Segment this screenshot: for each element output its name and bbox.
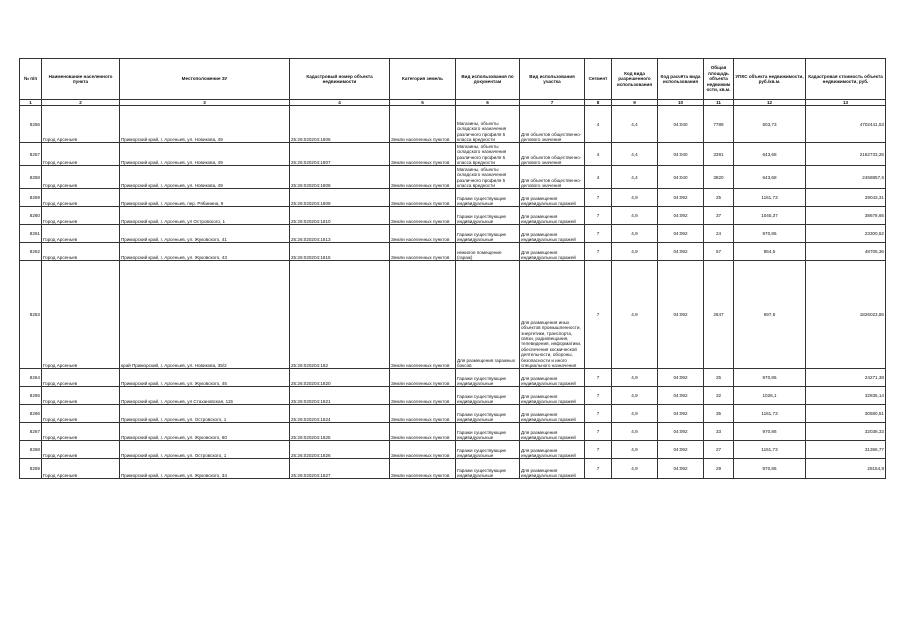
location-cell: Приморский край, г. Арсеньев, ул. Жуковского, 45 bbox=[120, 369, 290, 387]
cadastral-cost-cell: 4702441,53 bbox=[806, 106, 886, 143]
cadastral-cost-cell: 28154,8 bbox=[806, 459, 886, 479]
upks-cell: 970,86 bbox=[734, 369, 806, 387]
segment-cell: 7 bbox=[585, 387, 612, 405]
use-code-cell: 4,9 bbox=[612, 441, 658, 459]
table-row bbox=[20, 143, 886, 166]
use-code-cell: 4,9 bbox=[612, 225, 658, 243]
land-category-cell: Земли населенных пунктов bbox=[390, 106, 456, 143]
row-number: 8269 bbox=[20, 459, 42, 479]
column-number: 10 bbox=[658, 100, 704, 106]
location-cell: Приморский край, г. Арсеньев, ул. Жуковского, 34 bbox=[120, 459, 290, 479]
plot-use-cell: Для объектов общественно-делового значения bbox=[520, 166, 585, 189]
row-number: 8267 bbox=[20, 423, 42, 441]
column-number: 1 bbox=[20, 100, 42, 106]
town-cell: Город Арсеньев bbox=[42, 207, 120, 225]
calc-code-cell: 04:092 bbox=[658, 405, 704, 423]
cadastral-cost-cell: 30580,51 bbox=[806, 405, 886, 423]
cadastral-cost-cell: 38678,66 bbox=[806, 207, 886, 225]
cadastral-cost-cell: 48706,36 bbox=[806, 243, 886, 261]
use-code-cell: 4,9 bbox=[612, 207, 658, 225]
table-row bbox=[20, 459, 886, 479]
location-cell: Приморский край, г. Арсеньев, ул. Новикова, 49 bbox=[120, 166, 290, 189]
table-row bbox=[20, 166, 886, 189]
cadastral-cost-cell: 32835,14 bbox=[806, 387, 886, 405]
use-code-cell: 4,9 bbox=[612, 369, 658, 387]
table-row bbox=[20, 261, 886, 369]
plot-use-cell: Для размещения индивидуальных гаражей bbox=[520, 459, 585, 479]
segment-cell: 7 bbox=[585, 189, 612, 207]
row-number: 8263 bbox=[20, 261, 42, 369]
upks-cell: 970,86 bbox=[734, 225, 806, 243]
table-row bbox=[20, 106, 886, 143]
use-code-cell: 4,9 bbox=[612, 423, 658, 441]
area-cell: 27 bbox=[704, 441, 734, 459]
column-number: 12 bbox=[734, 100, 806, 106]
header-use-code: Код вида разрешенного использования bbox=[612, 59, 658, 100]
use-code-cell: 4,9 bbox=[612, 387, 658, 405]
land-category-cell: Земли населенных пунктов bbox=[390, 405, 456, 423]
segment-cell: 7 bbox=[585, 207, 612, 225]
location-cell: Приморский край, г. Арсеньев, ул Стахановская, 115 bbox=[120, 387, 290, 405]
land-category-cell: Земли населенных пунктов bbox=[390, 225, 456, 243]
upks-cell: 603,73 bbox=[734, 106, 806, 143]
use-code-cell: 4,9 bbox=[612, 189, 658, 207]
doc-use-cell: Гаражи существующие индивидуальные bbox=[456, 225, 520, 243]
town-cell: Город Арсеньев bbox=[42, 369, 120, 387]
row-number: 8260 bbox=[20, 207, 42, 225]
doc-use-cell: Гаражи существующие индивидуальные bbox=[456, 387, 520, 405]
header-cadastral-number: Кадастровый номер объекта недвижимости bbox=[290, 59, 390, 100]
doc-use-cell: Гаражи существующие индивидуальные bbox=[456, 369, 520, 387]
segment-cell: 7 bbox=[585, 225, 612, 243]
cadastral-number-cell: 25:26:020204:1820 bbox=[290, 369, 390, 387]
plot-use-cell: Для размещения иных объектов промышленности, энергетики, транспорта, связи, радиовещания, телевидения, информатики, обеспечения космической деятельности, обороны, безопасности и иного специального назначения bbox=[520, 261, 585, 369]
column-number: 7 bbox=[520, 100, 585, 106]
land-category-cell: Земли населенных пунктов bbox=[390, 441, 456, 459]
cadastral-number-cell: 25:26:020204:1821 bbox=[290, 387, 390, 405]
cadastral-number-cell: 25:26:020204:1806 bbox=[290, 106, 390, 143]
cadastral-number-cell: 25:26:020204:1809 bbox=[290, 189, 390, 207]
segment-cell: 7 bbox=[585, 369, 612, 387]
column-number: 11 bbox=[704, 100, 734, 106]
cadastral-cost-cell: 31366,77 bbox=[806, 441, 886, 459]
land-category-cell: Земли населенных пунктов bbox=[390, 143, 456, 166]
calc-code-cell: 04:092 bbox=[658, 387, 704, 405]
row-number: 8266 bbox=[20, 405, 42, 423]
area-cell: 57 bbox=[704, 243, 734, 261]
cadastral-cost-cell: 29043,31 bbox=[806, 189, 886, 207]
cadastral-cost-cell: 2458857,6 bbox=[806, 166, 886, 189]
plot-use-cell: Для размещения индивидуальных гаражей bbox=[520, 441, 585, 459]
row-number: 8264 bbox=[20, 369, 42, 387]
plot-use-cell: Для размещения индивидуальных гаражей bbox=[520, 189, 585, 207]
calc-code-cell: 04:092 bbox=[658, 261, 704, 369]
cadastral-value-table-sheet bbox=[19, 58, 885, 479]
header-area: Общая площадь объекта недвижим ости, кв.м. bbox=[704, 59, 734, 100]
doc-use-cell: нежилое помещение (гараж) bbox=[456, 243, 520, 261]
row-number: 8256 bbox=[20, 106, 42, 143]
cadastral-number-cell: 25:26:020204:182 bbox=[290, 261, 390, 369]
doc-use-cell: Магазины, объекты складского назначения различного профиля 5 класса вредности bbox=[456, 143, 520, 166]
column-number: 8 bbox=[585, 100, 612, 106]
area-cell: 37 bbox=[704, 207, 734, 225]
table-row bbox=[20, 441, 886, 459]
segment-cell: 7 bbox=[585, 243, 612, 261]
plot-use-cell: Для объектов общественно-делового значения bbox=[520, 143, 585, 166]
land-category-cell: Земли населенных пунктов bbox=[390, 459, 456, 479]
calc-code-cell: 04:092 bbox=[658, 369, 704, 387]
column-number: 13 bbox=[806, 100, 886, 106]
table-row bbox=[20, 243, 886, 261]
upks-cell: 1026,1 bbox=[734, 387, 806, 405]
plot-use-cell: Для размещения индивидуальных гаражей bbox=[520, 207, 585, 225]
upks-cell: 643,68 bbox=[734, 166, 806, 189]
calc-code-cell: 04:040 bbox=[658, 166, 704, 189]
column-number: 2 bbox=[42, 100, 120, 106]
town-cell: Город Арсеньев bbox=[42, 459, 120, 479]
calc-code-cell: 04:092 bbox=[658, 441, 704, 459]
segment-cell: 7 bbox=[585, 423, 612, 441]
row-number: 8262 bbox=[20, 243, 42, 261]
header-number: № п/п bbox=[20, 59, 42, 100]
segment-cell: 7 bbox=[585, 405, 612, 423]
doc-use-cell: Гаражи существующие индивидуальные bbox=[456, 189, 520, 207]
header-cadastral-cost: Кадастровая стоимость объекта недвижимости, руб. bbox=[806, 59, 886, 100]
area-cell: 35 bbox=[704, 405, 734, 423]
use-code-cell: 4,4 bbox=[612, 166, 658, 189]
column-number: 9 bbox=[612, 100, 658, 106]
calc-code-cell: 04:092 bbox=[658, 207, 704, 225]
land-category-cell: Земли населенных пунктов bbox=[390, 423, 456, 441]
calc-code-cell: 04:040 bbox=[658, 143, 704, 166]
doc-use-cell: Магазины, объекты складского назначения различного профиля 5 класса вредности bbox=[456, 106, 520, 143]
column-number: 6 bbox=[456, 100, 520, 106]
segment-cell: 7 bbox=[585, 459, 612, 479]
cadastral-value-table bbox=[19, 58, 886, 479]
town-cell: Город Арсеньев bbox=[42, 106, 120, 143]
column-number: 5 bbox=[390, 100, 456, 106]
area-cell: 3820 bbox=[704, 166, 734, 189]
area-cell: 29 bbox=[704, 459, 734, 479]
upks-cell: 970,86 bbox=[734, 459, 806, 479]
area-cell: 7789 bbox=[704, 106, 734, 143]
cadastral-number-cell: 25:26:020204:1825 bbox=[290, 423, 390, 441]
cadastral-cost-cell: 23300,52 bbox=[806, 225, 886, 243]
land-category-cell: Земли населенных пунктов bbox=[390, 261, 456, 369]
doc-use-cell: Магазины, объекты складского назначения различного профиля 5 класса вредности bbox=[456, 166, 520, 189]
land-category-cell: Земли населенных пунктов bbox=[390, 166, 456, 189]
use-code-cell: 4,9 bbox=[612, 243, 658, 261]
table-row bbox=[20, 369, 886, 387]
segment-cell: 4 bbox=[585, 166, 612, 189]
plot-use-cell: Для объектов общественно-делового значения bbox=[520, 106, 585, 143]
header-row bbox=[20, 59, 886, 100]
doc-use-cell: Гаражи существующие индивидуальные bbox=[456, 405, 520, 423]
use-code-cell: 4,9 bbox=[612, 459, 658, 479]
town-cell: Город Арсеньев bbox=[42, 225, 120, 243]
plot-use-cell: Для размещения индивидуальных гаражей bbox=[520, 369, 585, 387]
segment-cell: 4 bbox=[585, 143, 612, 166]
header-doc-use: Вид использования по документам bbox=[456, 59, 520, 100]
doc-use-cell: Гаражи существующие индивидуальные bbox=[456, 459, 520, 479]
row-number: 8265 bbox=[20, 387, 42, 405]
town-cell: Город Арсеньев bbox=[42, 387, 120, 405]
location-cell: Приморский край, г. Арсеньев, ул. Новикова, 49 bbox=[120, 143, 290, 166]
header-calc-code: Код расчёта вида использования bbox=[658, 59, 704, 100]
location-cell: Приморский край, г. Арсеньев, ул. Новикова, 49 bbox=[120, 106, 290, 143]
area-cell: 33 bbox=[704, 423, 734, 441]
header-upks: УПКС объекта недвижимости, руб./кв.м. bbox=[734, 59, 806, 100]
cadastral-cost-cell: 24271,38 bbox=[806, 369, 886, 387]
column-number: 3 bbox=[120, 100, 290, 106]
land-category-cell: Земли населенных пунктов bbox=[390, 189, 456, 207]
table-row bbox=[20, 405, 886, 423]
use-code-cell: 4,4 bbox=[612, 106, 658, 143]
doc-use-cell: Гаражи существующие индивидуальные bbox=[456, 207, 520, 225]
town-cell: Город Арсеньев bbox=[42, 166, 120, 189]
row-number: 8259 bbox=[20, 189, 42, 207]
calc-code-cell: 04:092 bbox=[658, 225, 704, 243]
calc-code-cell: 04:092 bbox=[658, 459, 704, 479]
cadastral-number-cell: 25:26:020204:1827 bbox=[290, 459, 390, 479]
doc-use-cell: Для размещения гаражных боксов bbox=[456, 261, 520, 369]
land-category-cell: Земли населенных пунктов bbox=[390, 387, 456, 405]
upks-cell: 1161,73 bbox=[734, 441, 806, 459]
plot-use-cell: Для размещения индивидуальных гаражей bbox=[520, 405, 585, 423]
area-cell: 25 bbox=[704, 189, 734, 207]
town-cell: Город Арсеньев bbox=[42, 261, 120, 369]
upks-cell: 1161,73 bbox=[734, 405, 806, 423]
header-segment: Сегмент bbox=[585, 59, 612, 100]
area-cell: 32 bbox=[704, 387, 734, 405]
header-plot-use: Вид использования участка bbox=[520, 59, 585, 100]
town-cell: Город Арсеньев bbox=[42, 441, 120, 459]
cadastral-number-cell: 25:26:020204:1815 bbox=[290, 243, 390, 261]
location-cell: Приморский край, г. Арсеньев, ул. Жуковского, 41 bbox=[120, 225, 290, 243]
header-location: Местоположение ЗУ bbox=[120, 59, 290, 100]
header-land-category: Категория земель bbox=[390, 59, 456, 100]
table-row bbox=[20, 225, 886, 243]
area-cell: 3391 bbox=[704, 143, 734, 166]
town-cell: Город Арсеньев bbox=[42, 243, 120, 261]
row-number: 8268 bbox=[20, 441, 42, 459]
plot-use-cell: Для размещения индивидуальных гаражей bbox=[520, 225, 585, 243]
table-row bbox=[20, 423, 886, 441]
cadastral-number-cell: 25:26:020204:1807 bbox=[290, 143, 390, 166]
row-number: 8261 bbox=[20, 225, 42, 243]
table-row bbox=[20, 207, 886, 225]
upks-cell: 643,68 bbox=[734, 143, 806, 166]
doc-use-cell: Гаражи существующие индивидуальные bbox=[456, 423, 520, 441]
calc-code-cell: 04:092 bbox=[658, 243, 704, 261]
location-cell: Приморский край, г. Арсеньев, ул Островского, 1 bbox=[120, 207, 290, 225]
location-cell: Приморский край, г. Арсеньев, ул. Островского, 1 bbox=[120, 405, 290, 423]
header-town: Наименование населенного пункта bbox=[42, 59, 120, 100]
use-code-cell: 4,9 bbox=[612, 261, 658, 369]
row-number: 8258 bbox=[20, 166, 42, 189]
upks-cell: 1045,37 bbox=[734, 207, 806, 225]
cadastral-number-cell: 25:26:020204:1824 bbox=[290, 405, 390, 423]
town-cell: Город Арсеньев bbox=[42, 423, 120, 441]
location-cell: Приморский край, г. Арсеньев, ул. Жуковского, 60 bbox=[120, 423, 290, 441]
doc-use-cell: Гаражи существующие индивидуальные bbox=[456, 441, 520, 459]
use-code-cell: 4,4 bbox=[612, 143, 658, 166]
land-category-cell: Земли населенных пунктов bbox=[390, 207, 456, 225]
cadastral-cost-cell: 1826023,86 bbox=[806, 261, 886, 369]
location-cell: Приморский край, г. Арсеньев, ул. Жуковского, 43 bbox=[120, 243, 290, 261]
table-body bbox=[20, 106, 886, 479]
plot-use-cell: Для размещения индивидуальных гаражей bbox=[520, 387, 585, 405]
calc-code-cell: 04:092 bbox=[658, 189, 704, 207]
upks-cell: 697,6 bbox=[734, 261, 806, 369]
segment-cell: 7 bbox=[585, 261, 612, 369]
land-category-cell: Земли населенных пунктов bbox=[390, 369, 456, 387]
location-cell: Приморский край, г. Арсеньев, пер. Рябинина, 9 bbox=[120, 189, 290, 207]
cadastral-number-cell: 25:26:020204:1813 bbox=[290, 225, 390, 243]
area-cell: 25 bbox=[704, 369, 734, 387]
town-cell: Город Арсеньев bbox=[42, 405, 120, 423]
town-cell: Город Арсеньев bbox=[42, 189, 120, 207]
calc-code-cell: 04:040 bbox=[658, 106, 704, 143]
area-cell: 24 bbox=[704, 225, 734, 243]
cadastral-cost-cell: 32038,33 bbox=[806, 423, 886, 441]
plot-use-cell: Для размещения индивидуальных гаражей bbox=[520, 423, 585, 441]
table-row bbox=[20, 189, 886, 207]
town-cell: Город Арсеньев bbox=[42, 143, 120, 166]
column-number: 4 bbox=[290, 100, 390, 106]
plot-use-cell: Для размещения индивидуальных гаражей bbox=[520, 243, 585, 261]
upks-cell: 854,5 bbox=[734, 243, 806, 261]
cadastral-number-cell: 25:26:020204:1810 bbox=[290, 207, 390, 225]
cadastral-cost-cell: 2182733,26 bbox=[806, 143, 886, 166]
location-cell: край Приморский, г. Арсеньев, ул. Новикова, 35/2 bbox=[120, 261, 290, 369]
land-category-cell: Земли населенных пунктов bbox=[390, 243, 456, 261]
upks-cell: 1161,73 bbox=[734, 189, 806, 207]
table-row bbox=[20, 387, 886, 405]
upks-cell: 970,86 bbox=[734, 423, 806, 441]
area-cell: 2647 bbox=[704, 261, 734, 369]
use-code-cell: 4,9 bbox=[612, 405, 658, 423]
cadastral-number-cell: 25:26:020204:1826 bbox=[290, 441, 390, 459]
segment-cell: 4 bbox=[585, 106, 612, 143]
location-cell: Приморский край, г. Арсеньев, ул. Островского, 1 bbox=[120, 441, 290, 459]
cadastral-number-cell: 25:26:020204:1808 bbox=[290, 166, 390, 189]
segment-cell: 7 bbox=[585, 441, 612, 459]
row-number: 8257 bbox=[20, 143, 42, 166]
calc-code-cell: 04:092 bbox=[658, 423, 704, 441]
